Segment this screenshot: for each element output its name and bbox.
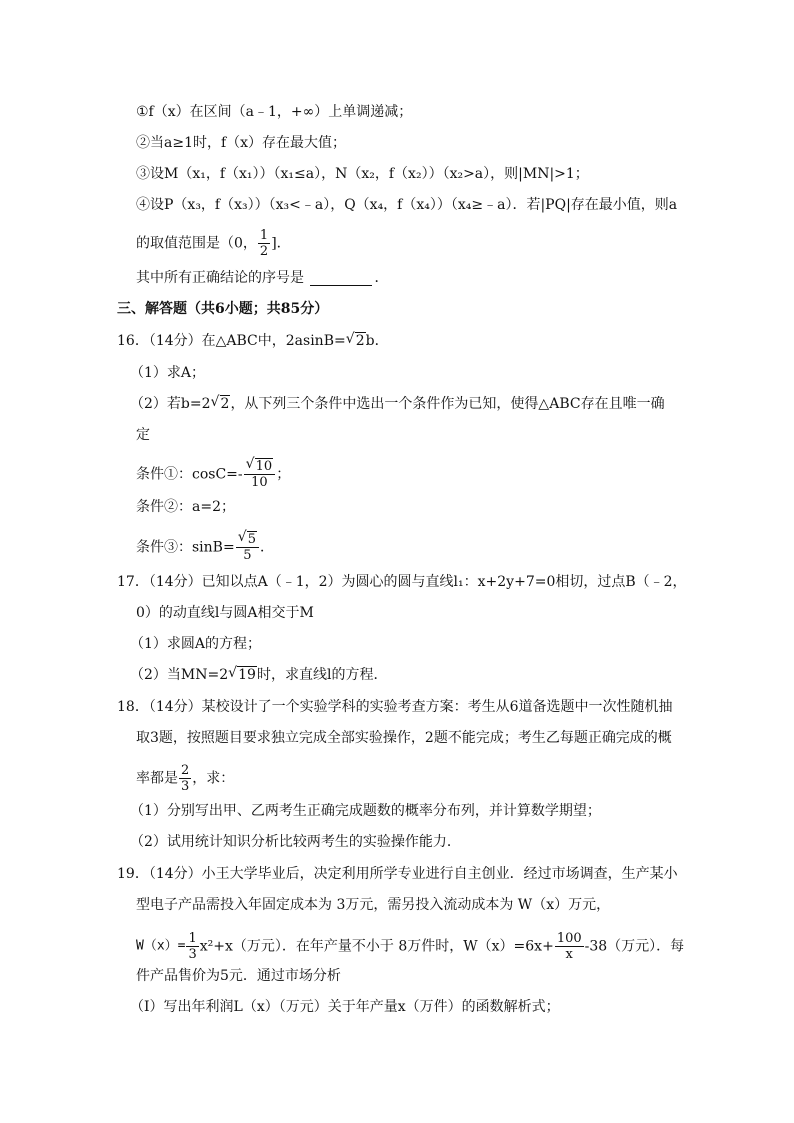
fraction-sqrt5-over-5: √ $\frac{5}{5}$ — [236, 532, 259, 563]
statement-4-range: 的取值范围是（0， $\frac{1}{2}$ ]． — [136, 228, 291, 259]
question-18-part-2: （2）试用统计知识分析比较两考生的实验操作能力． — [130, 834, 461, 850]
question-16-part-2-cont: 定 — [136, 427, 150, 443]
question-19-part-1: （Ⅰ）写出年利润L（x）（万元）关于年产量x（万件）的函数解析式； — [130, 999, 560, 1015]
question-16: 16．（14分）在△ABC中，2asinB=√ 2b． — [117, 331, 389, 351]
sqrt-19: √ 19 — [228, 665, 257, 685]
condition-3: 条件③：sinB= √ $\frac{5}{5}$ ． — [136, 532, 274, 563]
fraction-sqrt10-over-10: √ $\frac{10}{10}$ — [244, 459, 276, 490]
statement-2: ②当a≥1时，f（x）存在最大值； — [136, 135, 347, 151]
question-18-part-1: （1）分别写出甲、乙两考生正确完成题数的概率分布列，并计算数学期望； — [130, 803, 601, 819]
question-18-cont-1: 取3题，按照题目要求独立完成全部实验操作，2题不能完成；考生乙每题正确完成的概 — [136, 730, 672, 746]
answer-blank[interactable] — [310, 271, 372, 286]
condition-2: 条件②：a=2； — [136, 499, 235, 515]
question-17-part-1: （1）求圆A的方程； — [130, 636, 262, 652]
question-17-cont: 0）的动直线l与圆A相交于M — [136, 605, 314, 621]
fill-in-question: 其中所有正确结论的序号是 ． — [136, 270, 389, 286]
question-19-cont-1: 型电子产品需投入年固定成本为 3万元，需另投入流动成本为 W（x）万元， — [136, 897, 611, 913]
statement-1: ①f（x）在区间（a﹣1，+∞）上单调递减； — [136, 104, 413, 120]
fraction-100-over-x: $\frac{100}{x}$ — [556, 931, 582, 962]
fraction-one-half: $\frac{1}{2}$ — [259, 228, 269, 259]
question-19: 19．（14分）小王大学毕业后，决定利用所学专业进行自主创业．经过市场调查，生产某小 — [117, 866, 678, 882]
condition-1: 条件①：cosC=- √ $\frac{10}{10}$ ； — [136, 459, 290, 490]
statement-4: ④设P（x₃，f（x₃））（x₃<﹣a），Q（x₄，f（x₄））（x₄≥﹣a）．若|PQ|存在最小值，则a — [136, 197, 678, 213]
question-16-part-2: （2）若b=2√ 2，从下列三个条件中选出一个条件作为已知，使得△ABC存在且唯一确 — [130, 394, 665, 414]
sqrt-2: √ 2 — [346, 331, 366, 351]
fraction-one-third: $\frac{1}{3}$ — [188, 931, 197, 962]
section-heading: 三、解答题（共6小题；共85分） — [117, 301, 329, 317]
question-18-cont-2: 率都是 $\frac{2}{3}$ ，求： — [136, 763, 235, 794]
question-19-cont-3: 件产品售价为5元．通过市场分析 — [136, 968, 341, 984]
question-17: 17．（14分）已知以点A（﹣1，2）为圆心的圆与直线l₁：x+2y+7=0相切，过点B（﹣2， — [117, 574, 687, 590]
question-16-part-1: （1）求A； — [130, 365, 206, 381]
question-19-cont-2: W（x）= $\frac{1}{3}$ x²+x（万元）．在年产量不小于 8万件时，W（x）=6x+ $\frac{100}{x}$ -38（万元）．每 — [136, 931, 685, 962]
sqrt-2: √ 2 — [211, 394, 231, 414]
question-17-part-2: （2）当MN=2√ 19时，求直线l的方程． — [130, 665, 387, 685]
statement-3: ③设M（x₁，f（x₁））（x₁≤a），N（x₂，f（x₂））（x₂>a），则|MN|>1； — [136, 166, 589, 182]
fraction-two-thirds: $\frac{2}{3}$ — [181, 763, 190, 794]
question-18: 18．（14分）某校设计了一个实验学科的实验考查方案：考生从6道备选题中一次性随机抽 — [117, 699, 673, 715]
